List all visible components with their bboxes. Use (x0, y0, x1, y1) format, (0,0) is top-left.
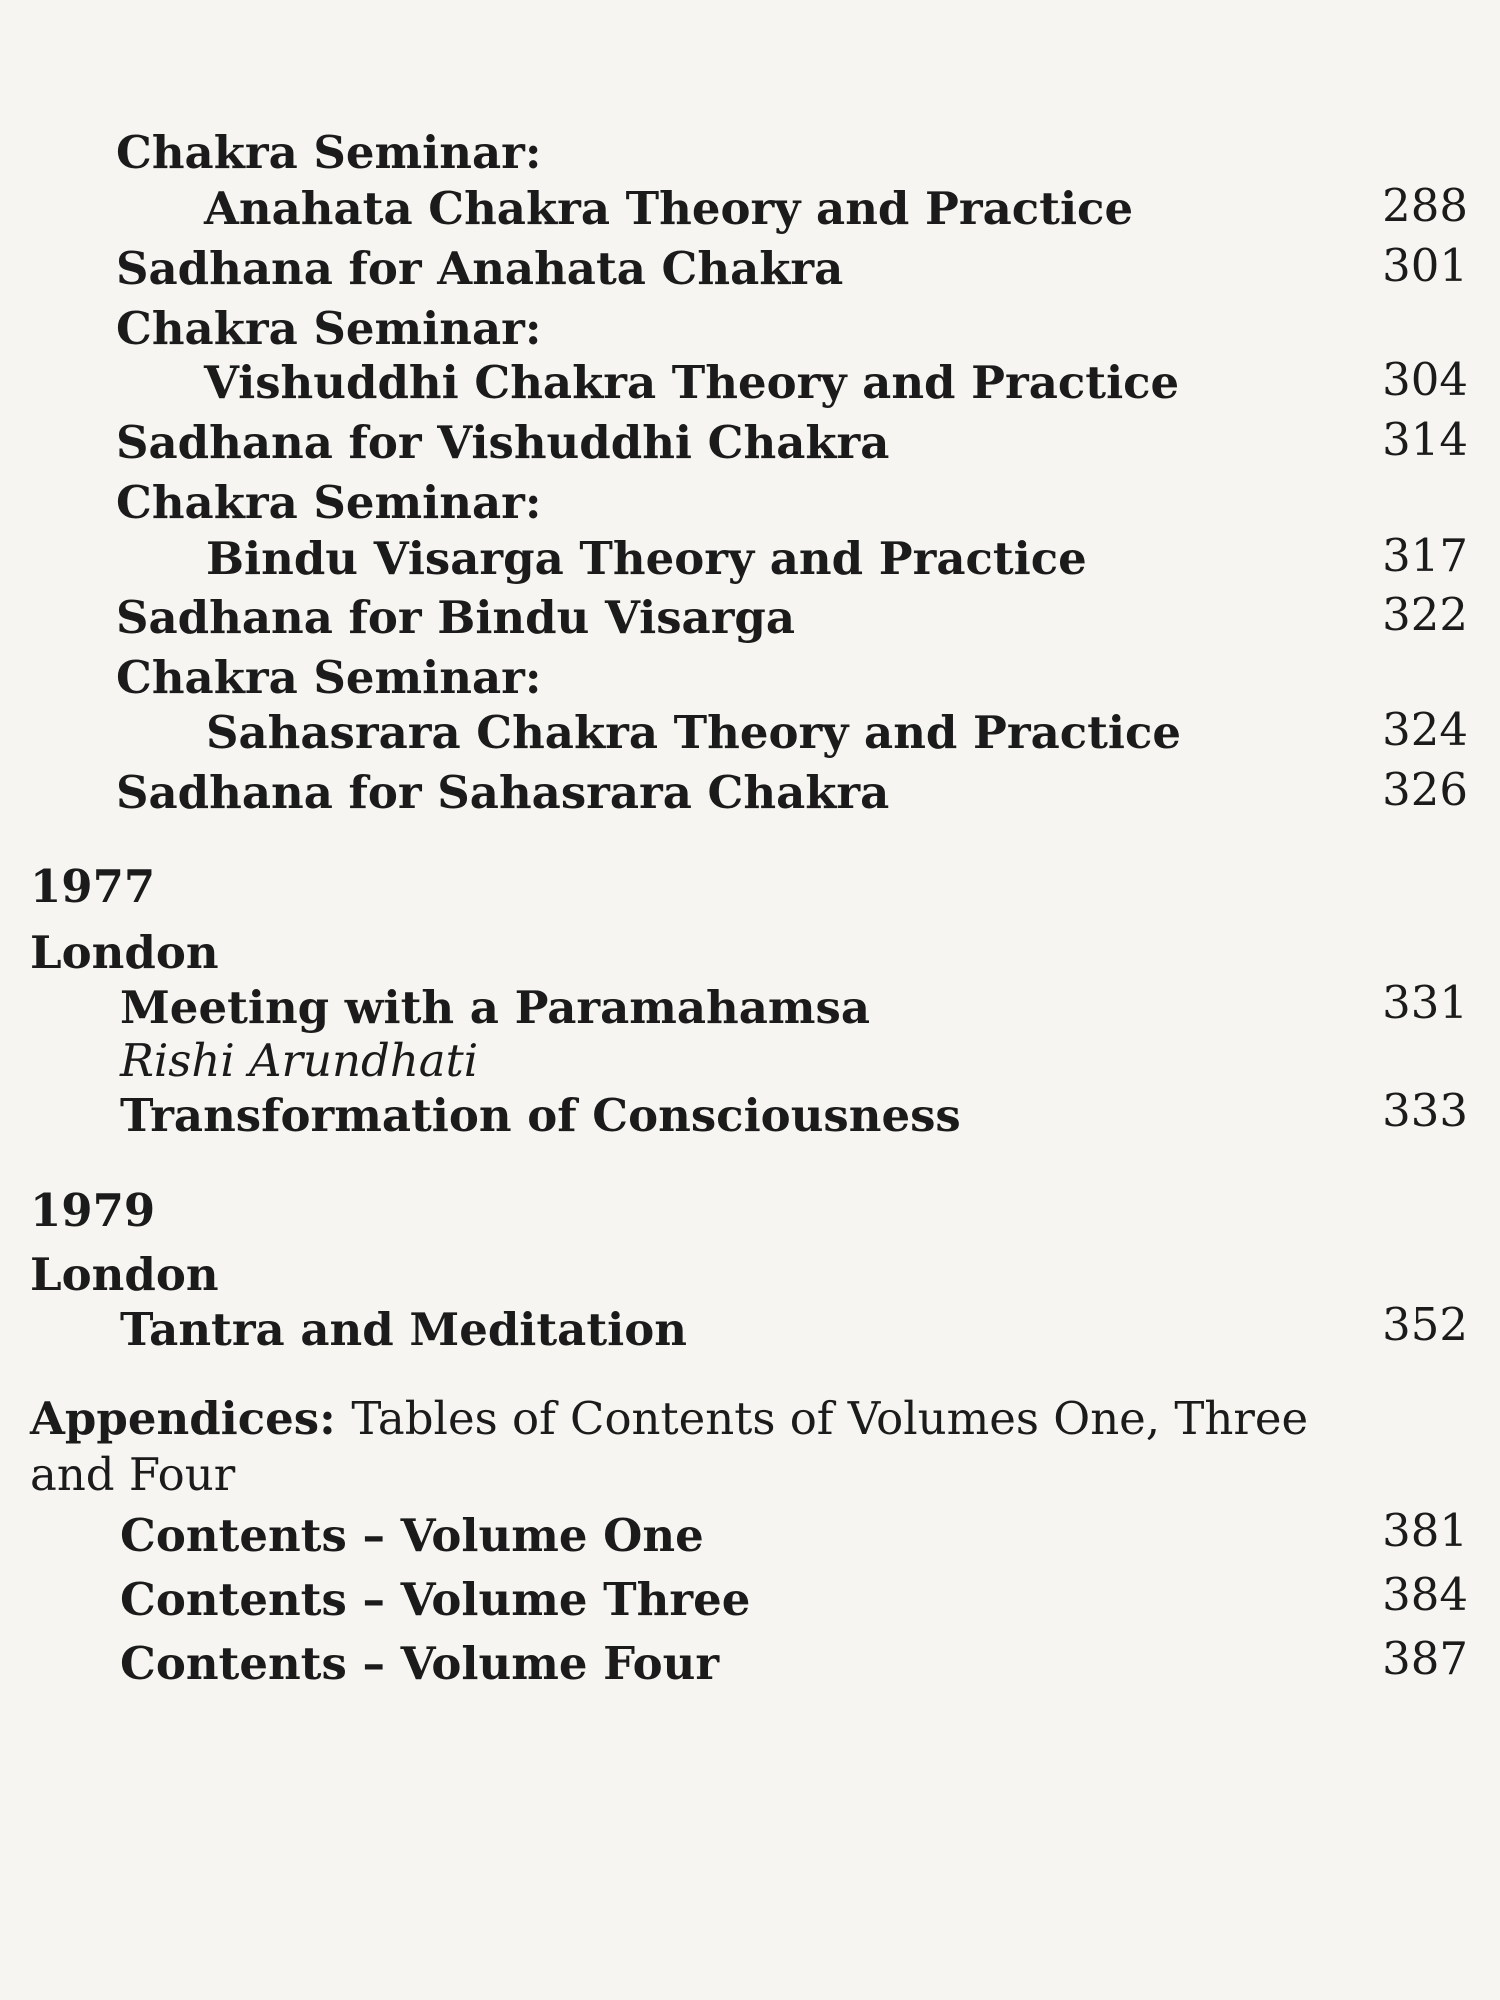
year-heading: 1979 (30, 1184, 156, 1237)
toc-entry-title: Sadhana for Anahata Chakra (116, 242, 844, 295)
year-heading: 1977 (30, 860, 156, 913)
toc-entry-page: 317 (1382, 529, 1468, 582)
toc-section-heading: Chakra Seminar: (116, 302, 542, 355)
toc-entry-title: Contents – Volume One (120, 1509, 704, 1562)
toc-entry-title: Vishuddhi Chakra Theory and Practice (204, 356, 1180, 409)
toc-section-heading: Chakra Seminar: (116, 476, 542, 529)
toc-entry-page: 301 (1382, 239, 1468, 292)
toc-section-heading: Chakra Seminar: (116, 126, 542, 179)
toc-entry-page: 331 (1382, 976, 1468, 1029)
toc-entry-page: 352 (1382, 1298, 1468, 1351)
toc-entry-page: 381 (1382, 1504, 1468, 1557)
appendices-text: Tables of Contents of Volumes One, Three (351, 1392, 1309, 1445)
toc-entry-title: Anahata Chakra Theory and Practice (204, 182, 1134, 235)
location-heading: London (30, 1248, 219, 1301)
toc-entry-title: Sadhana for Vishuddhi Chakra (116, 416, 890, 469)
toc-entry-page: 387 (1382, 1632, 1468, 1685)
toc-entry-title: Meeting with a Paramahamsa (120, 981, 871, 1034)
toc-entry-page: 384 (1382, 1568, 1468, 1621)
toc-entry-title: Contents – Volume Four (120, 1637, 720, 1690)
toc-entry-page: 322 (1382, 588, 1468, 641)
toc-entry-title: Sadhana for Bindu Visarga (116, 591, 796, 644)
toc-entry-page: 326 (1382, 763, 1468, 816)
toc-entry-page: 288 (1382, 179, 1468, 232)
toc-section-heading: Chakra Seminar: (116, 651, 542, 704)
toc-entry-page: 324 (1382, 703, 1468, 756)
toc-entry-title: Transformation of Consciousness (120, 1089, 961, 1142)
toc-entry-subtitle: Rishi Arundhati (120, 1034, 479, 1087)
location-heading: London (30, 926, 219, 979)
appendices-label: Appendices: (30, 1392, 336, 1445)
toc-entry-page: 304 (1382, 353, 1468, 406)
toc-entry-title: Bindu Visarga Theory and Practice (206, 532, 1087, 585)
appendices-heading (30, 1392, 1309, 1445)
appendices-text-continued: and Four (30, 1448, 236, 1501)
toc-entry-title: Tantra and Meditation (120, 1303, 687, 1356)
toc-entry-title: Contents – Volume Three (120, 1573, 751, 1626)
toc-entry-page: 333 (1382, 1084, 1468, 1137)
toc-entry-page: 314 (1382, 413, 1468, 466)
toc-entry-title: Sadhana for Sahasrara Chakra (116, 766, 890, 819)
toc-entry-title: Sahasrara Chakra Theory and Practice (206, 706, 1182, 759)
